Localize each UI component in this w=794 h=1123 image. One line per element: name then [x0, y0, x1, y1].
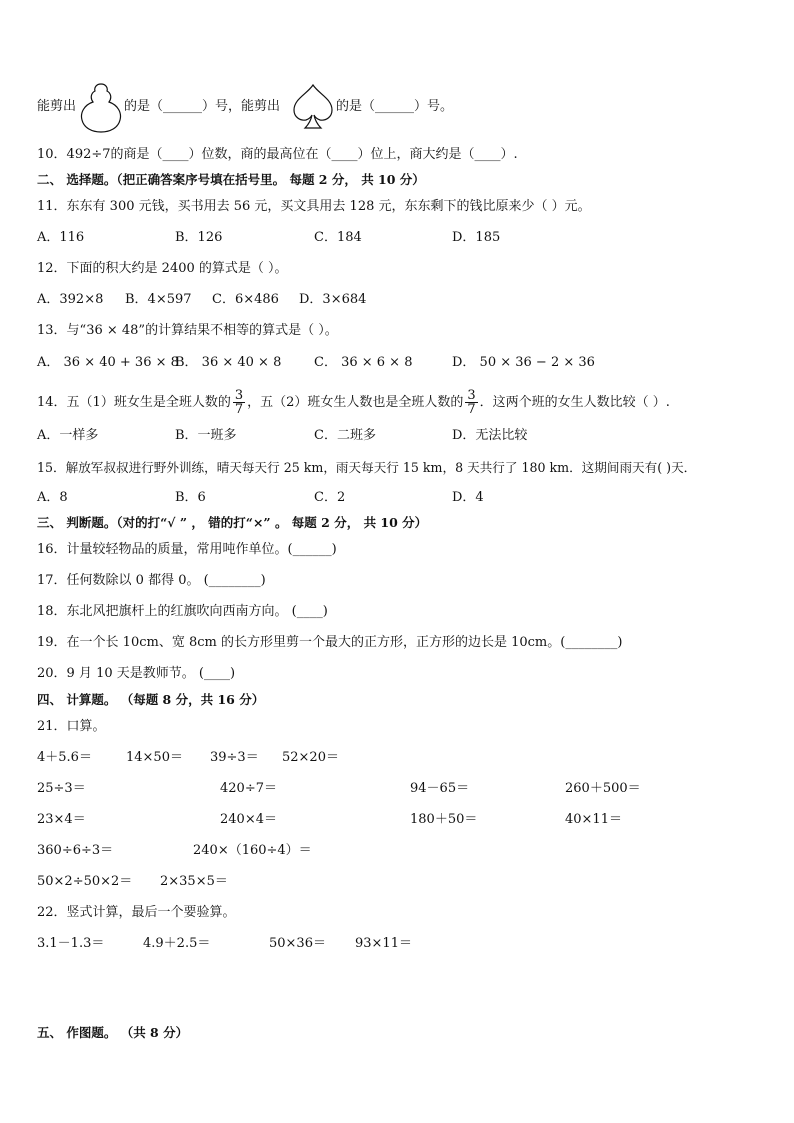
- q20: 20．9 月 10 天是教师节。 (____): [37, 666, 236, 681]
- q12-option-c: C．6×486: [212, 292, 279, 307]
- q21-item: 23×4＝: [37, 812, 86, 827]
- fraction-numerator: 3: [234, 388, 244, 403]
- fraction-denominator: 7: [467, 402, 476, 417]
- q16: 16．计量较轻物品的质量，常用吨作单位。(______): [37, 542, 337, 557]
- q12-option-b: B．4×597: [125, 292, 192, 307]
- q11-option-b: B．126: [175, 230, 223, 245]
- q21-item: 94－65＝: [410, 781, 470, 796]
- q21-item: 25÷3＝: [37, 781, 86, 796]
- fraction-3-7-a: [233, 389, 245, 416]
- q21-item: 180＋50＝: [410, 812, 478, 827]
- q14-option-a: A．一样多: [37, 428, 99, 443]
- q21-item: 360÷6÷3＝: [37, 843, 114, 858]
- q22-title: 22．竖式计算，最后一个要验算。: [37, 905, 236, 920]
- q14-option-d: D．无法比较: [452, 428, 528, 443]
- q15-option-a: A．8: [37, 490, 68, 505]
- q22-item: 4.9＋2.5＝: [143, 936, 211, 951]
- q11-option-d: D．185: [452, 230, 501, 245]
- q21-item: 40×11＝: [565, 812, 622, 827]
- section-3-heading: 三、 判断题。（对的打“√ ” ， 错的打“×” 。 每题 2 分， 共 10 分）: [37, 515, 428, 530]
- q13-stem: 13．与“36 × 48”的计算结果不相等的算式是（ ）。: [37, 323, 338, 338]
- q9-text-3: 的是（______）号。: [336, 99, 454, 114]
- q14-stem: [37, 389, 670, 416]
- q15-option-c: C．2: [314, 490, 346, 505]
- q21-title: 21．口算。: [37, 719, 106, 734]
- fraction-denominator: 7: [234, 402, 244, 417]
- q13-option-a: A． 36 × 40 + 36 × 8: [37, 355, 179, 370]
- spade-icon: [291, 82, 335, 132]
- q14-option-b: B．一班多: [175, 428, 237, 443]
- q21-item: 260＋500＝: [565, 781, 641, 796]
- q17: 17．任何数除以 0 都得 0。 (________): [37, 573, 266, 588]
- q21-item: 39÷3＝: [210, 750, 259, 765]
- q13-option-c: C． 36 × 6 × 8: [314, 355, 413, 370]
- q22-item: 93×11＝: [355, 936, 412, 951]
- q13-option-d: D． 50 × 36 − 2 × 36: [452, 355, 595, 370]
- fraction-3-7-b: [465, 389, 477, 416]
- q21-item: 50×2÷50×2＝: [37, 874, 133, 889]
- q18: 18．东北风把旗杆上的红旗吹向西南方向。 (____): [37, 604, 328, 619]
- q21-item: 4＋5.6＝: [37, 750, 92, 765]
- q9-text-1: 能剪出: [37, 99, 77, 114]
- q12-option-a: A．392×8: [37, 292, 104, 307]
- q21-item: 14×50＝: [126, 750, 183, 765]
- q19: 19．在一个长 10cm、宽 8cm 的长方形里剪一个最大的正方形，正方形的边长是 10cm。(________): [37, 635, 623, 650]
- section-5-heading: 五、 作图题。 （共 8 分）: [37, 1025, 189, 1040]
- q21-item: 240×（160÷4）＝: [193, 843, 312, 858]
- q12-stem: 12．下面的积大约是 2400 的算式是（ ）。: [37, 261, 288, 276]
- q11-option-c: C．184: [314, 230, 362, 245]
- q13-option-b: B． 36 × 40 × 8: [175, 355, 282, 370]
- fraction-numerator: 3: [467, 388, 476, 403]
- q14-text-3: ．这两个班的女生人数比较（ ）.: [479, 395, 670, 410]
- q22-item: 50×36＝: [269, 936, 326, 951]
- q22-item: 3.1－1.3＝: [37, 936, 105, 951]
- q14-text-1: 14．五（1）班女生是全班人数的: [37, 395, 231, 410]
- q11-option-a: A．116: [37, 230, 85, 245]
- q21-item: 240×4＝: [220, 812, 277, 827]
- section-4-heading: 四、 计算题。 （每题 8 分，共 16 分）: [37, 692, 265, 707]
- q14-option-c: C．二班多: [314, 428, 376, 443]
- q21-item: 2×35×5＝: [160, 874, 228, 889]
- q14-text-2: ，五（2）班女生人数也是全班人数的: [247, 395, 464, 410]
- section-2-heading: 二、 选择题。（把正确答案序号填在括号里。 每题 2 分， 共 10 分）: [37, 172, 425, 187]
- q10: 10．492÷7的商是（____）位数，商的最高位在（____）位上，商大约是（____）.: [37, 147, 518, 162]
- q11-stem: 11．东东有 300 元钱，买书用去 56 元，买文具用去 128 元，东东剩下的钱比原来少（ ）元。: [37, 199, 591, 214]
- q15-stem: 15．解放军叔叔进行野外训练，晴天每天行 25 km，雨天每天行 15 km，8 天共行了 180 km．这期间雨天有( )天．: [37, 460, 697, 475]
- q15-option-b: B．6: [175, 490, 206, 505]
- q15-option-d: D．4: [452, 490, 484, 505]
- q21-item: 420÷7＝: [220, 781, 277, 796]
- q9-text-2: 的是（______）号，能剪出: [124, 99, 281, 114]
- q21-item: 52×20＝: [282, 750, 339, 765]
- gourd-icon: [78, 82, 124, 134]
- q12-option-d: D．3×684: [299, 292, 367, 307]
